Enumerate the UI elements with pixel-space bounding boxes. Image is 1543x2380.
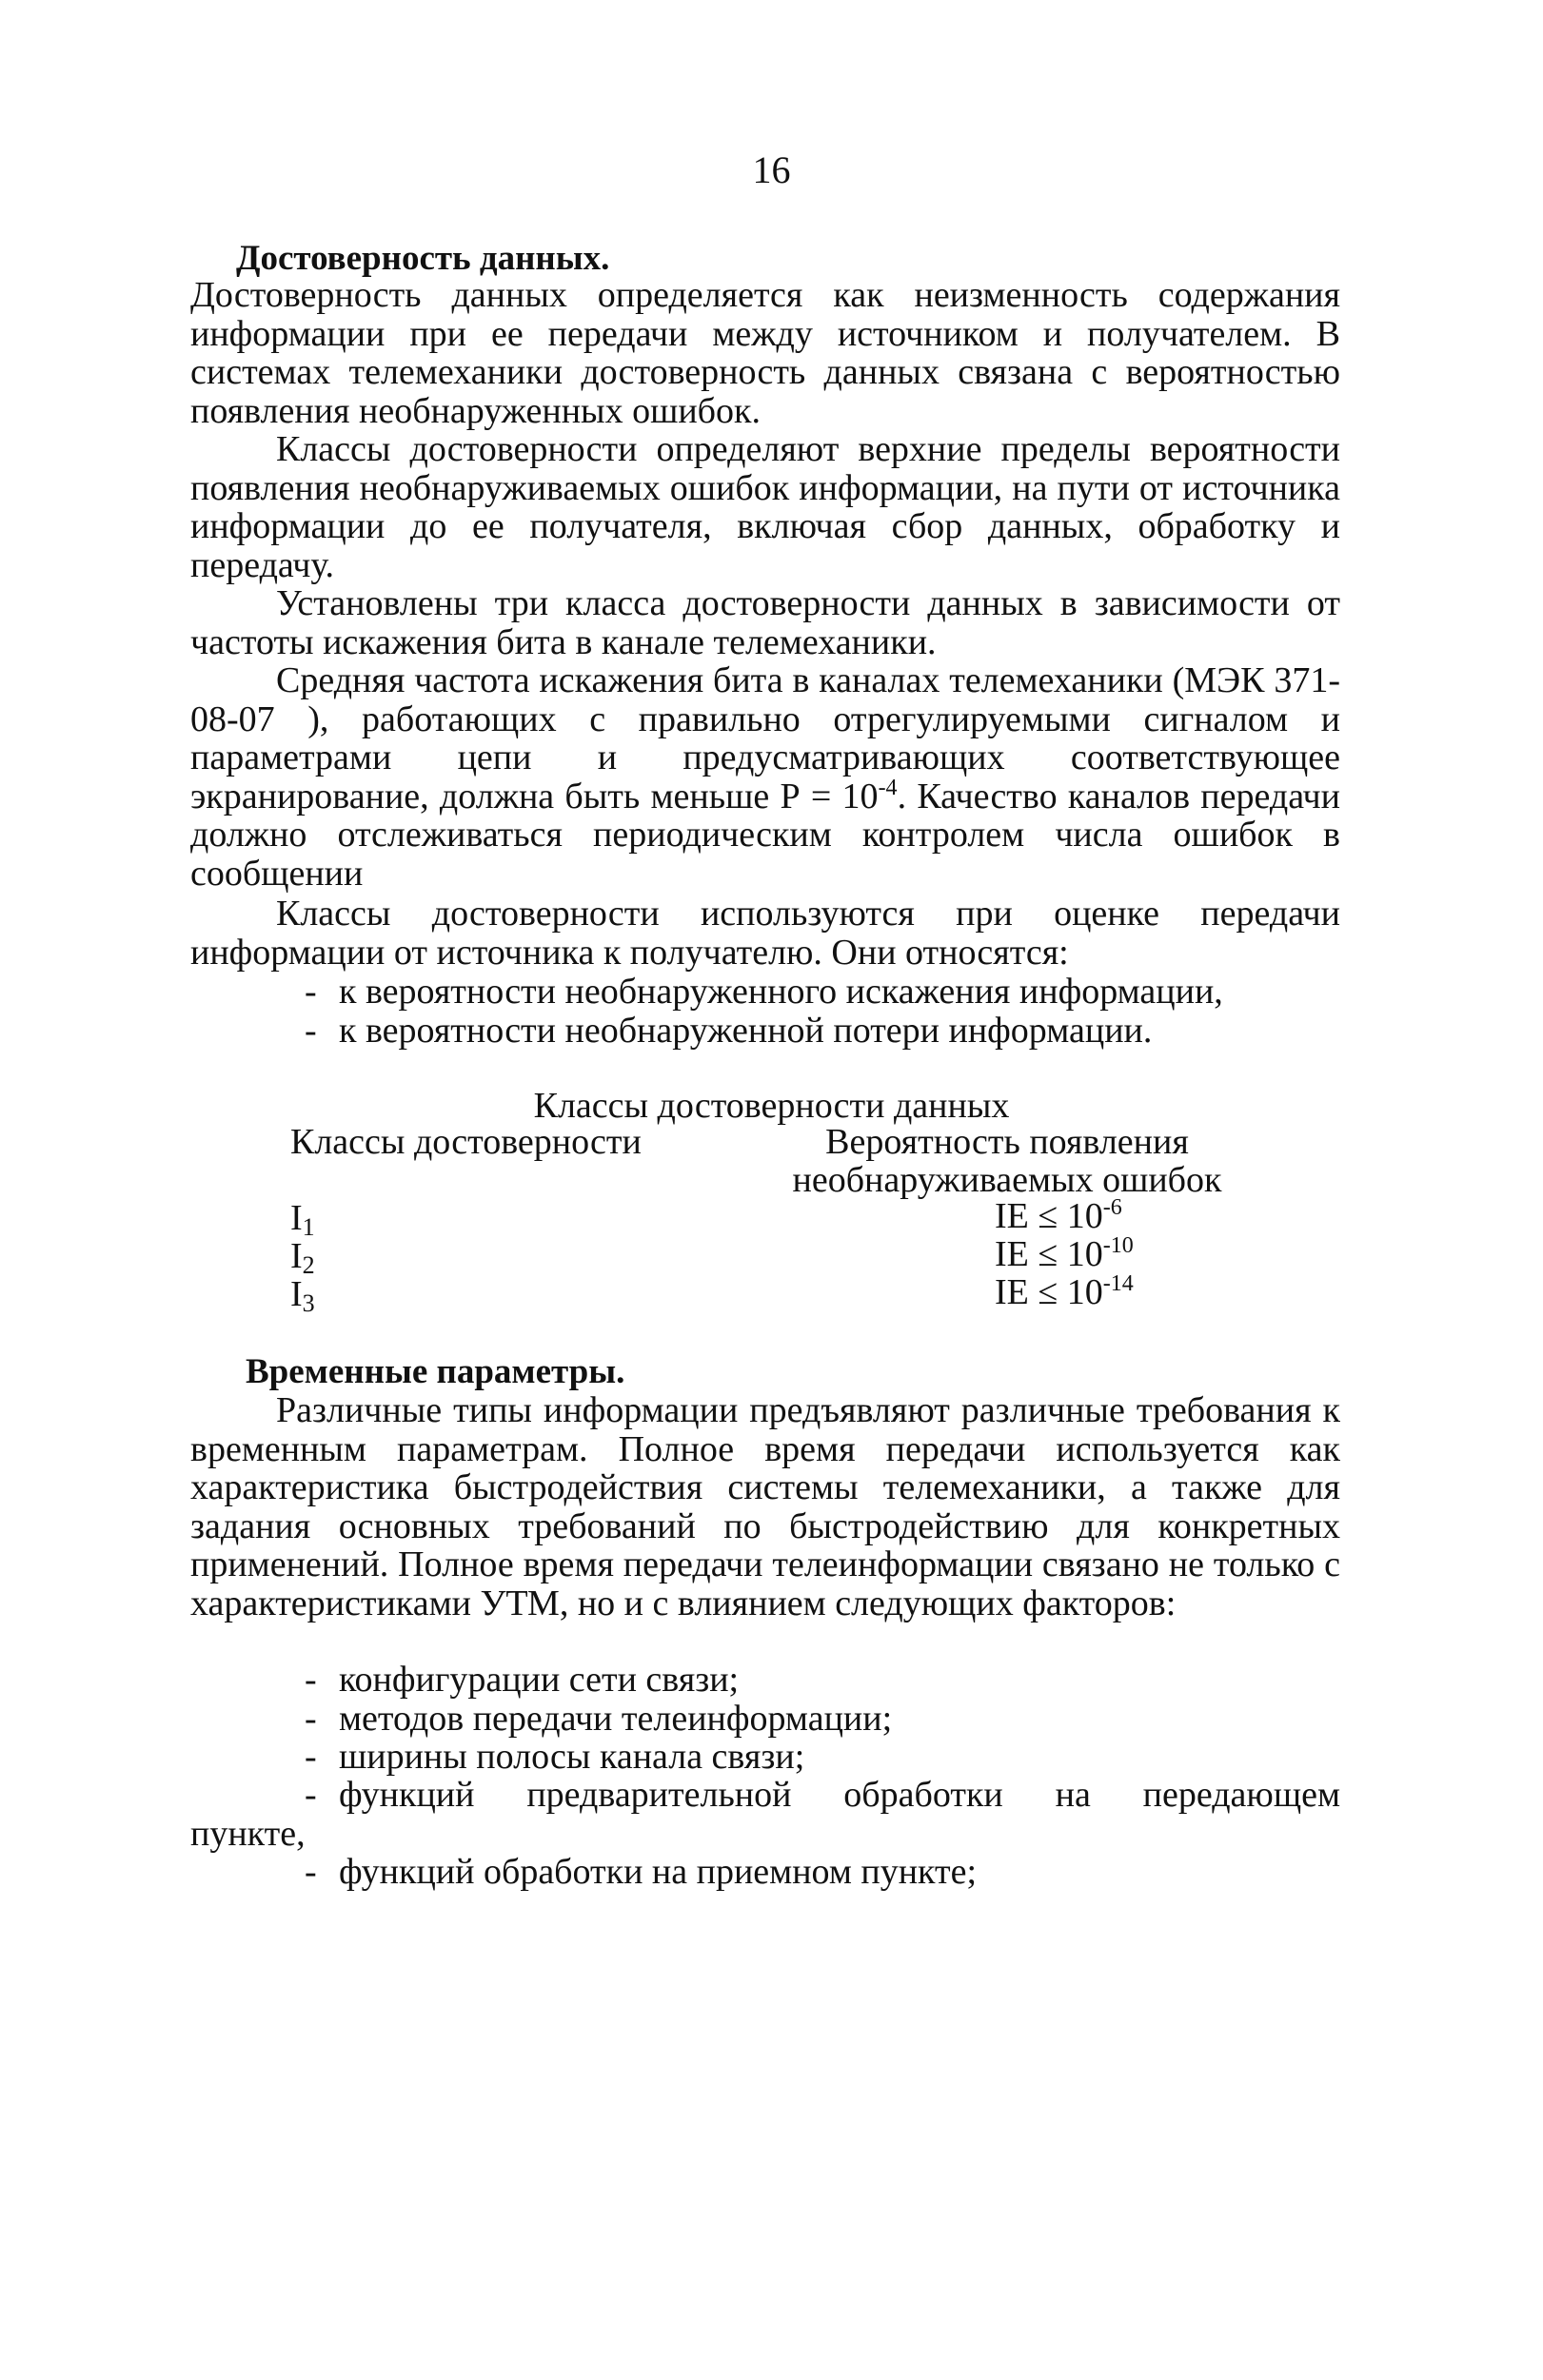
table-probability-cell: IE ≤ $10^{-6}$ bbox=[995, 1195, 1122, 1236]
list-item: - ширины полосы канала связи; bbox=[305, 1737, 805, 1777]
table-probability-cell: IE ≤ $10^{-10}$ bbox=[995, 1233, 1134, 1274]
paragraph-4-text-a: Средняя частота искажения бита в каналах телемеханики (МЭК 371-08-07 ), работающих с правильно отрегулируемыми сигналом и параметрами цепи и предусматривающих соответствующее экранирование, должна быть меньше Р = 10 bbox=[190, 660, 1340, 816]
factors-list-tail bbox=[305, 1853, 977, 1892]
list-item: - функций обработки на приемном пункте; bbox=[305, 1852, 978, 1892]
list-item-continuation: пункте, bbox=[190, 1813, 306, 1854]
list-item: - методов передачи телеинформации; bbox=[305, 1698, 893, 1739]
paragraph-4-exponent: -4 bbox=[878, 775, 898, 800]
table-header-probability-line1: Вероятность появления bbox=[825, 1122, 1189, 1162]
table-class-cell: $I_2$ bbox=[290, 1236, 315, 1279]
paragraph-4-text-b: . Качество каналов передачи должно отслеживаться периодическим контролем числа ошибок в сообщении bbox=[190, 776, 1341, 894]
factors-list bbox=[305, 1661, 892, 1777]
table-probability-cell: IE ≤ $10^{-14}$ bbox=[995, 1271, 1134, 1312]
table-header-classes: Классы достоверности bbox=[290, 1122, 642, 1162]
paragraph-1: Достоверность данных определяется как неизменность содержания информации при ее передачи между источником и получателем. В системах телемеханики достоверность данных связана с вероятностью появления необнаруженных ошибок. bbox=[190, 275, 1340, 431]
paragraph-5: Классы достоверности используются при оценке передачи информации от источника к получателю. Они относятся: bbox=[190, 894, 1340, 973]
list-item-wrapped: - функций предварительной обработки на передающем пункте, bbox=[190, 1775, 1340, 1854]
paragraph-4 bbox=[190, 661, 1340, 893]
table-class-cell: $I_3$ bbox=[290, 1274, 315, 1317]
section-heading-data-reliability: Достоверность данных. bbox=[236, 239, 610, 278]
table-caption: Классы достоверности данных bbox=[533, 1086, 1010, 1126]
table-class-cell: $I_1$ bbox=[290, 1198, 315, 1241]
paragraph-2: Классы достоверности определяют верхние пределы вероятности появления необнаруживаемых ошибок информации, на пути от источника информации до ее получателя, включая сбор данных, обработку и передачу. bbox=[190, 429, 1340, 585]
table-header-probability-line2: необнаруживаемых ошибок bbox=[792, 1160, 1222, 1200]
list-item: - к вероятности необнаруженной потери информации. bbox=[305, 1010, 1153, 1051]
table-header-probability bbox=[760, 1123, 1255, 1199]
paragraph-6: Различные типы информации предъявляют различные требования к временным параметрам. Полное время передачи используется как характеристика быстродействия системы телемеханики, а также для задания основных требований по быстродействию для конкретных применений. Полное время передачи телеинформации связано не только с характеристиками УТМ, но и с влиянием следующих факторов: bbox=[190, 1390, 1340, 1623]
list-item: - конфигурации сети связи; bbox=[305, 1660, 740, 1700]
page-number: 16 bbox=[752, 148, 791, 191]
reliability-list bbox=[305, 973, 1223, 1050]
paragraph-3: Установлены три класса достоверности данных в зависимости от частоты искажения бита в канале телемеханики. bbox=[190, 583, 1340, 662]
section-heading-time-parameters: Временные параметры. bbox=[246, 1352, 625, 1391]
list-item: - к вероятности необнаруженного искажения информации, bbox=[305, 972, 1223, 1012]
